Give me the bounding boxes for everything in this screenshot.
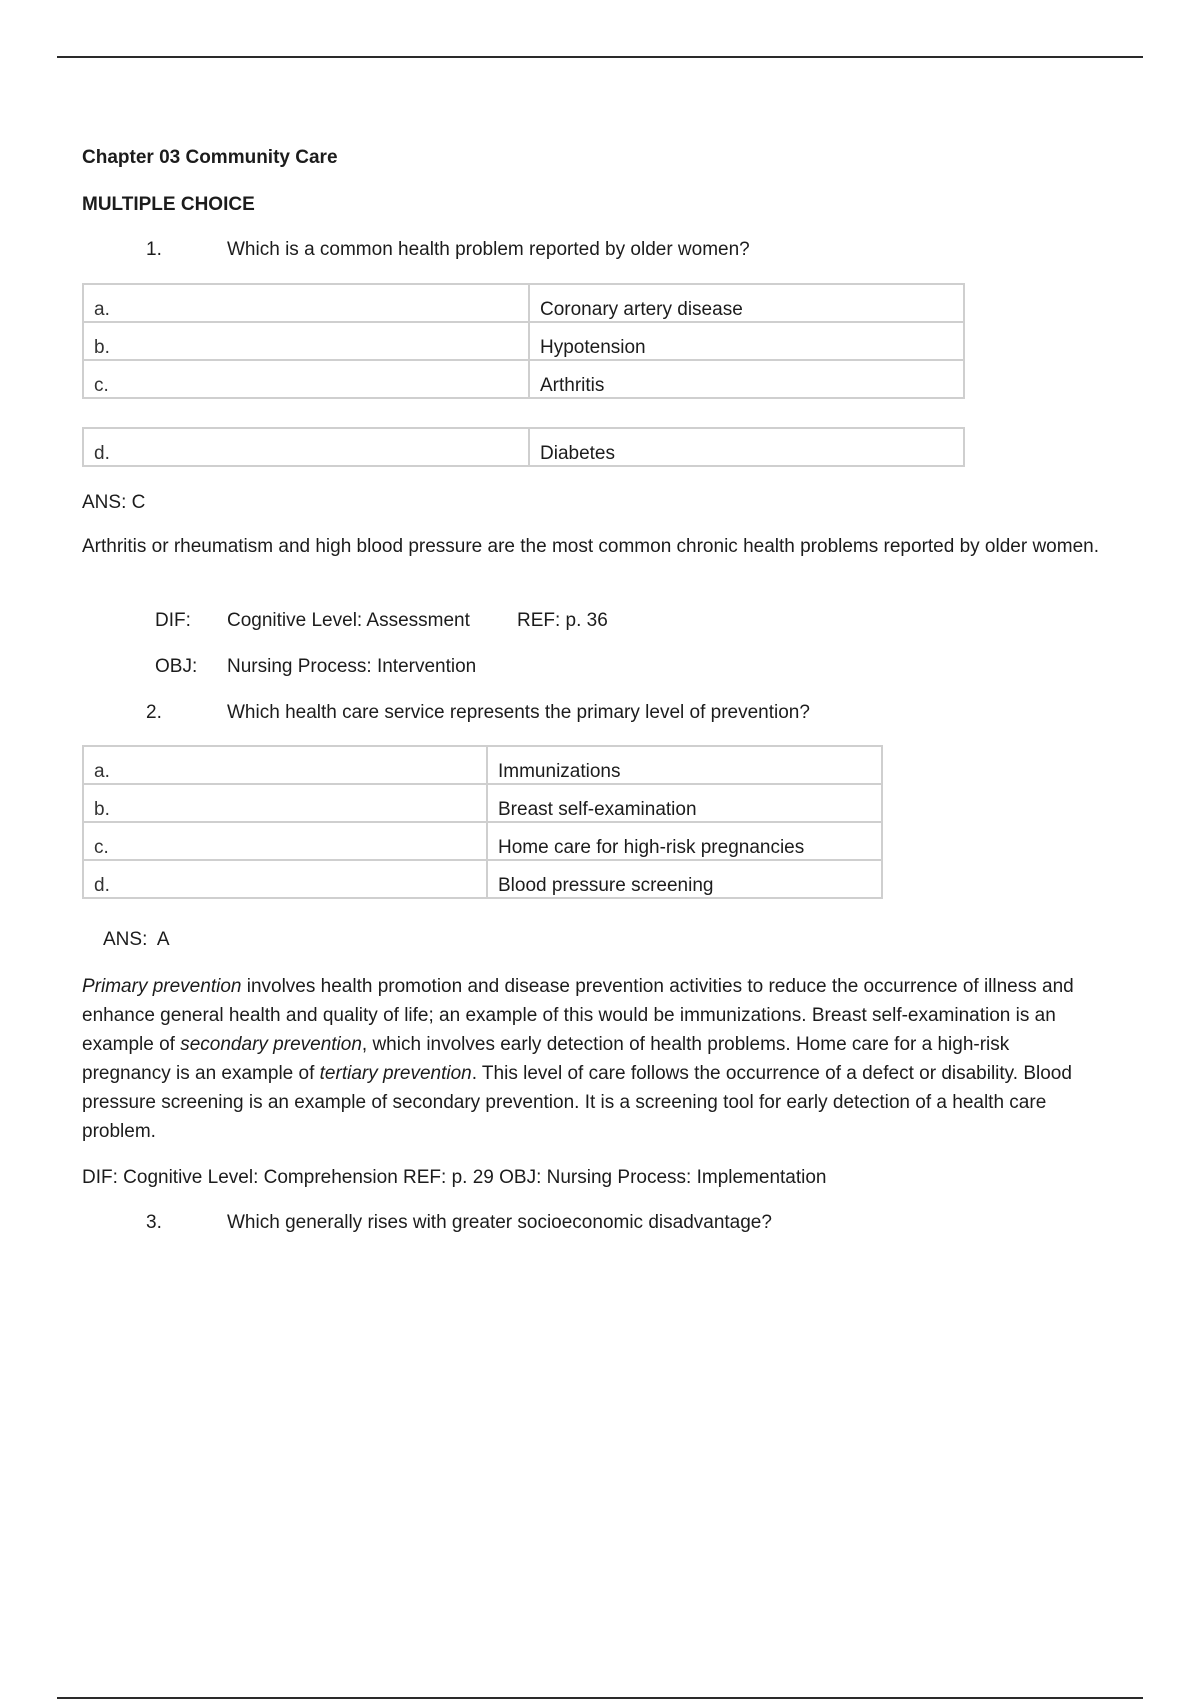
option-row xyxy=(83,860,882,898)
option-row xyxy=(83,784,882,822)
options-table xyxy=(82,745,883,899)
question-number: 2. xyxy=(146,702,162,723)
question-number: 1. xyxy=(146,239,162,260)
term-tertiary-prevention: tertiary prevention xyxy=(319,1063,472,1084)
option-row xyxy=(83,822,882,860)
option-text: Arthritis xyxy=(529,360,964,398)
rationale: Arthritis or rheumatism and high blood pressure are the most common chronic health problems reported by older women. xyxy=(82,536,1099,557)
option-text: Breast self-examination xyxy=(487,784,882,822)
dif-label: DIF: xyxy=(155,610,191,631)
option-text: Immunizations xyxy=(487,746,882,784)
question-text: Which is a common health problem reported by older women? xyxy=(227,239,750,260)
option-letter: c. xyxy=(83,360,529,398)
term-secondary-prevention: secondary prevention xyxy=(180,1034,362,1055)
rationale xyxy=(82,972,1102,1146)
dif-value: Cognitive Level: Assessment xyxy=(227,610,470,631)
option-text: Diabetes xyxy=(529,428,964,466)
option-text: Coronary artery disease xyxy=(529,284,964,322)
option-row xyxy=(83,360,964,398)
option-letter: d. xyxy=(83,860,487,898)
option-letter: b. xyxy=(83,322,529,360)
option-row xyxy=(83,284,964,322)
option-letter: b. xyxy=(83,784,487,822)
option-letter: a. xyxy=(83,284,529,322)
option-text: Home care for high-risk pregnancies xyxy=(487,822,882,860)
rationale-text: . This level of care follows the occurrence of a defect or disability. Blood pressure screening is an example of secondary prevention. It is a screening tool for early detection of a health care problem. xyxy=(82,1063,1072,1142)
options-table xyxy=(82,427,965,467)
rationale-text: , which involves early detection of health problems. Home care for a high-risk pregnancy is an example of xyxy=(82,1034,1010,1084)
section-heading: MULTIPLE CHOICE xyxy=(82,194,255,215)
option-letter: d. xyxy=(83,428,529,466)
ref-value: REF: p. 36 xyxy=(517,610,608,631)
option-text: Blood pressure screening xyxy=(487,860,882,898)
meta-line: DIF: Cognitive Level: Comprehension REF: p. 29 OBJ: Nursing Process: Implementation xyxy=(82,1167,827,1188)
options-table xyxy=(82,283,965,399)
answer: ANS: C xyxy=(82,492,146,513)
answer: ANS: A xyxy=(103,929,170,950)
chapter-title: Chapter 03 Community Care xyxy=(82,147,338,168)
option-text: Hypotension xyxy=(529,322,964,360)
bottom-rule xyxy=(57,1697,1143,1699)
option-row xyxy=(83,322,964,360)
question-text: Which generally rises with greater socioeconomic disadvantage? xyxy=(227,1212,772,1233)
question-number: 3. xyxy=(146,1212,162,1233)
term-primary-prevention: Primary prevention xyxy=(82,976,242,997)
question-text: Which health care service represents the primary level of prevention? xyxy=(227,702,810,723)
option-letter: c. xyxy=(83,822,487,860)
rationale-text: involves health promotion and disease prevention activities to reduce the occurrence of illness and enhance general health and quality of life; an example of this would be immunizations. Breast self-examination is an example of xyxy=(82,976,1074,1055)
top-rule xyxy=(57,56,1143,58)
obj-label: OBJ: xyxy=(155,656,198,677)
obj-value: Nursing Process: Intervention xyxy=(227,656,477,677)
option-row xyxy=(83,746,882,784)
option-letter: a. xyxy=(83,746,487,784)
option-row xyxy=(83,428,964,466)
